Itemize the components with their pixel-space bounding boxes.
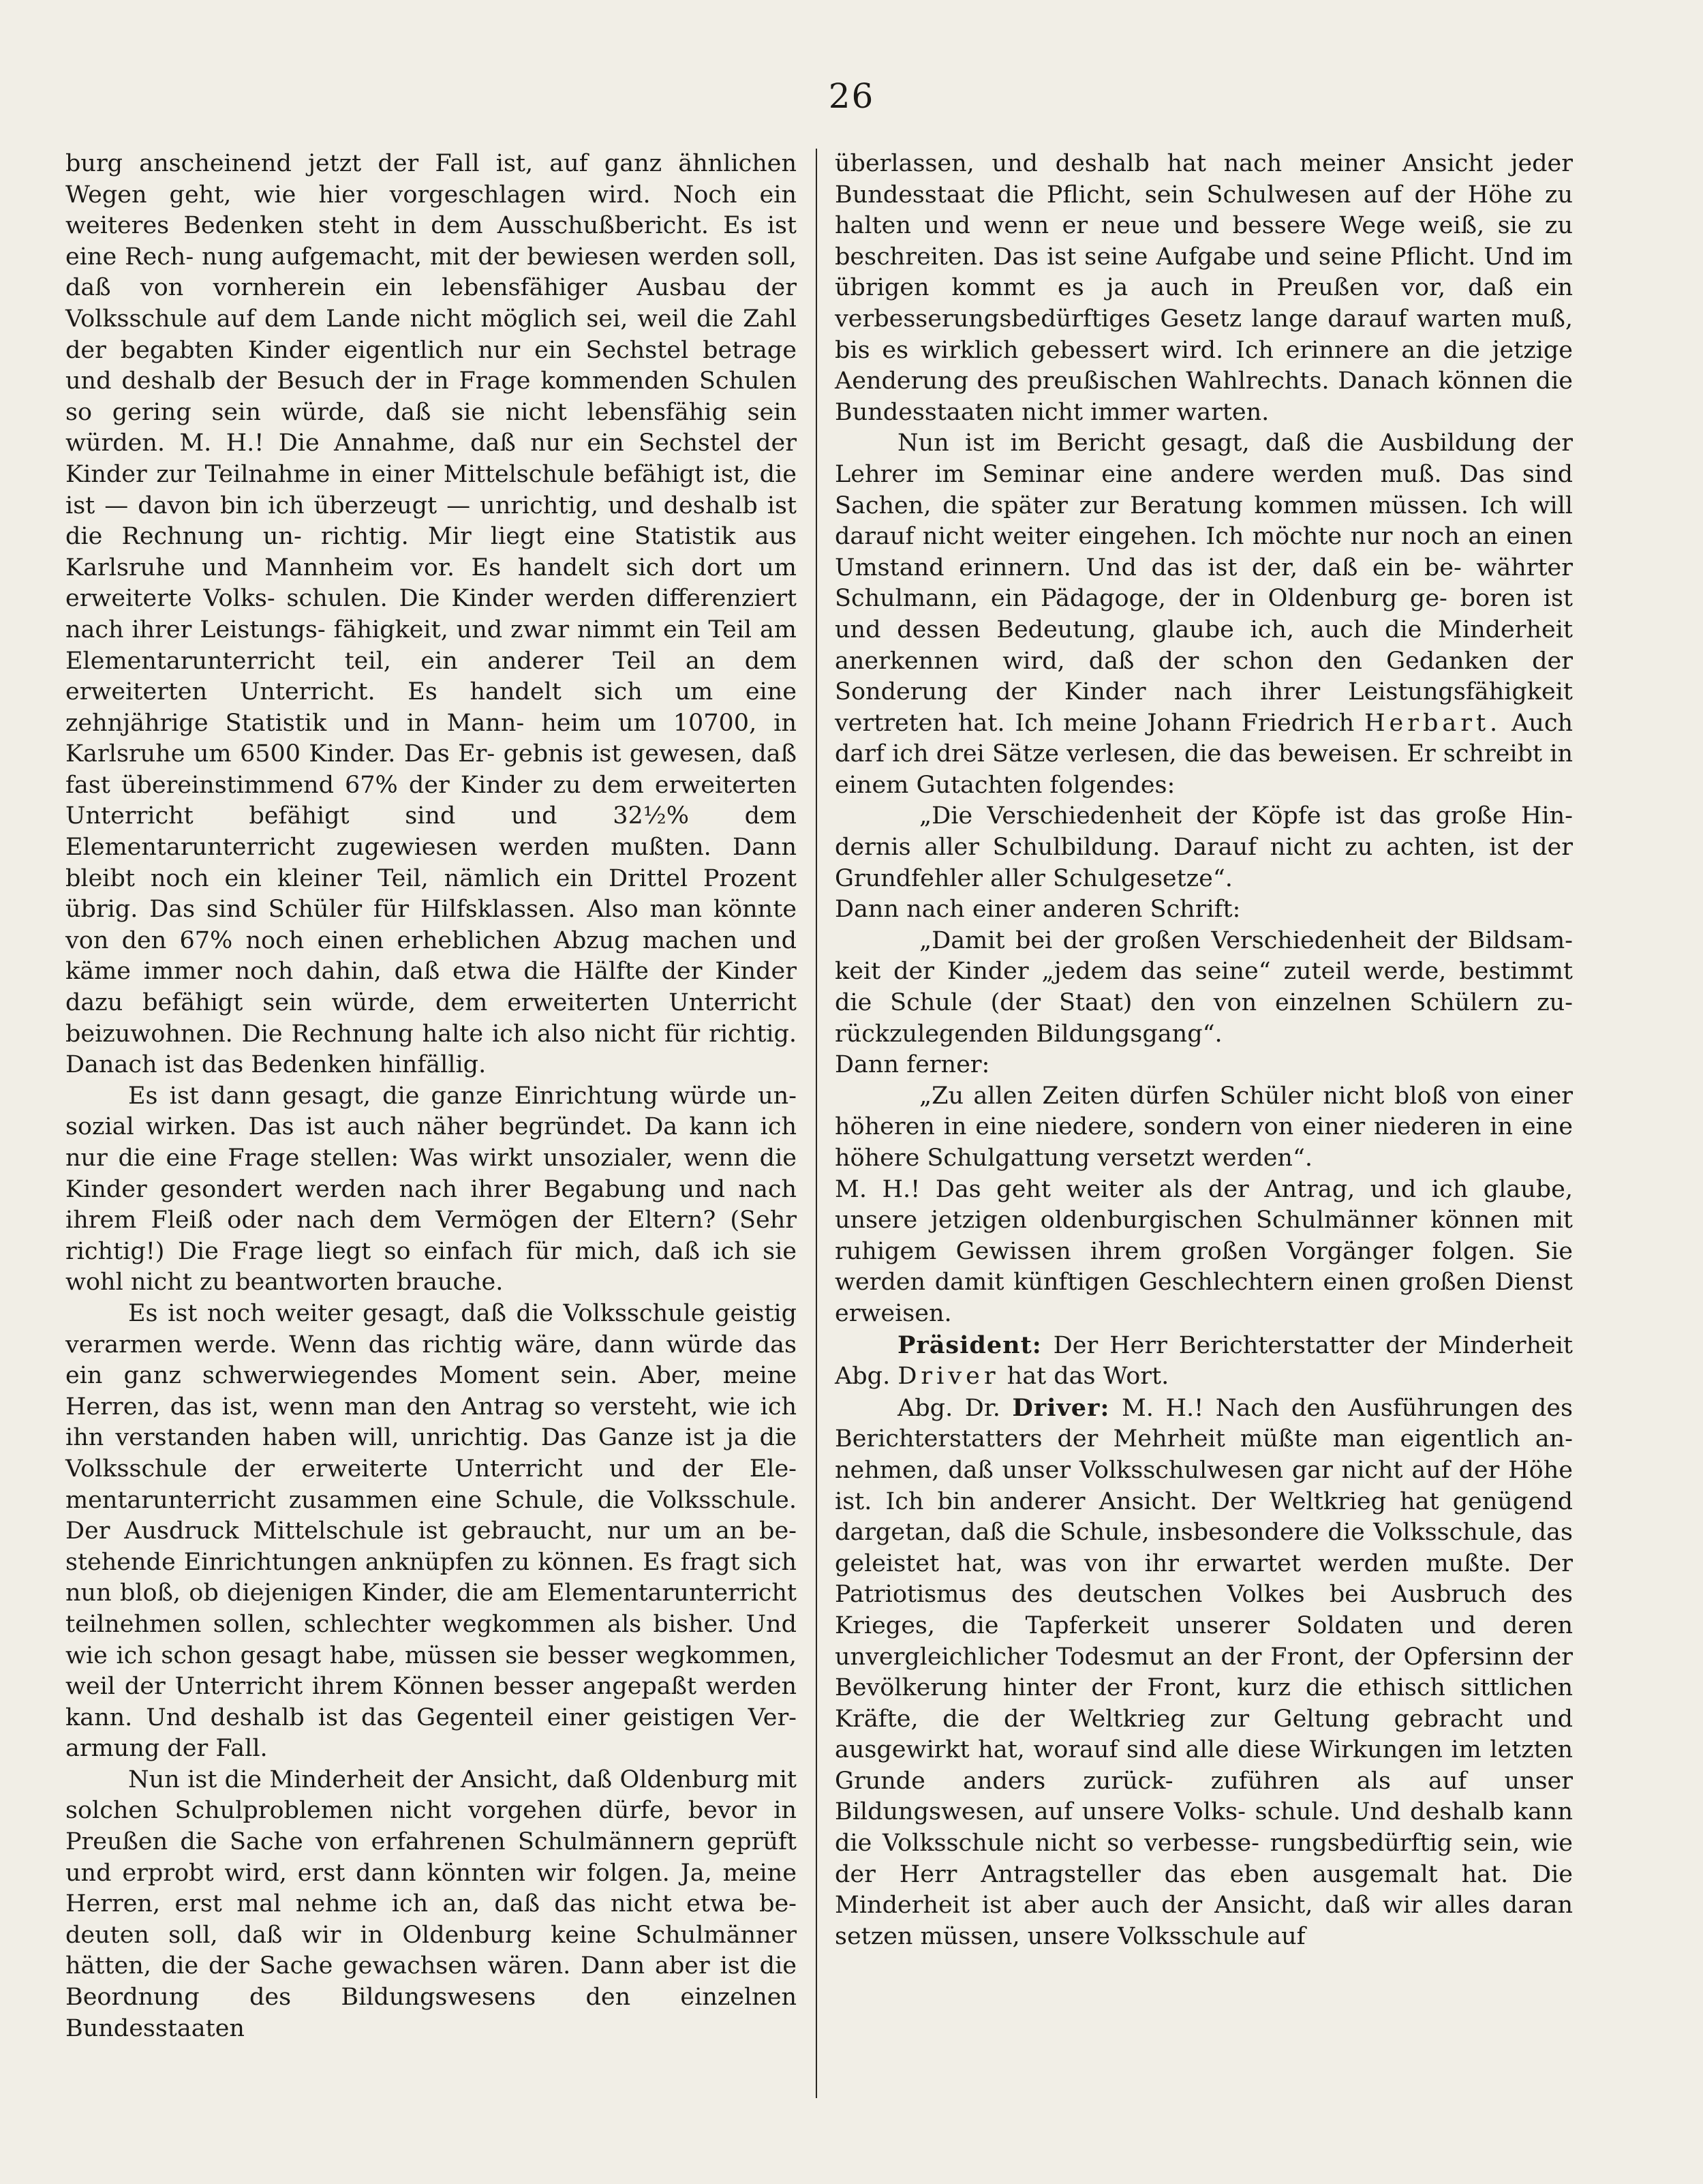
left-paragraph-2: Es ist dann gesagt, die ganze Einrichtung würde un- sozial wirken. Das ist auch näher begründet. Da kann ich nur die eine Frage stellen: Was wirkt unsozialer, wenn die Kinder gesondert werden nach ihrer Begabung und nach ihrem Fleiß oder nach dem Vermögen der Eltern? (Sehr richtig!) Die Frage liegt so einfach für mich, daß ich sie wohl nicht zu beantworten brauche. — [65, 1082, 797, 1296]
president-text-a: Der Herr Berichterstatter der Minderheit Abg. — [835, 1331, 1573, 1391]
speaker-prefix: Abg. Dr. — [897, 1394, 1013, 1422]
speaker-statement — [835, 1393, 1573, 1953]
right-paragraph-2-tail: Auch darf ich drei Sätze verlesen, die das beweisen. Er schreibt in einem Gutachten folgendes: — [835, 709, 1573, 799]
lead-line-3: Dann ferner: — [835, 1051, 990, 1079]
left-paragraph-4: Nun ist die Minderheit der Ansicht, daß Oldenburg mit solchen Schulproblemen nicht vorgehen dürfe, bevor in Preußen die Sache von erfahrenen Schulmännern geprüft und erprobt wird, erst dann könnten wir folgen. Ja, meine Herren, erst mal nehme ich an, daß das nicht etwa be- deuten soll, daß wir in Oldenburg keine Schulmänner hätten, die der Sache gewachsen wären. Dann aber ist die Beordnung des Bildungswesens den einzelnen Bundesstaaten — [65, 1765, 797, 2042]
speaker-text: M. H.! Nach den Ausführungen des Berichterstatters der Mehrheit müßte man eigentlich an- nehmen, daß unser Volksschulwesen gar nicht auf der Höhe ist. Ich bin anderer Ansicht. Der Weltkrieg hat genügend dargetan, daß die Schule, insbesondere die Volksschule, das geleistet hat, was von ihr erwartet werden mußte. Der Patriotismus des deutschen Volkes bei Ausbruch des Krieges, die Tapferkeit unserer Soldaten und deren unvergleichlicher Todesmut an der Front, der Opfersinn der Bevölkerung hinter der Front, kurz die ethisch sittlichen Kräfte, die der Weltkrieg zur Geltung gebracht und ausgewirkt hat, worauf sind alle diese Wirkungen im letzten Grunde anders zurück- zuführen als auf unser Bildungswesen, auf unsere Volks- schule. Und deshalb kann die Volksschule nicht so verbesse- rungsbedürftig sein, wie der Herr Antragsteller das eben ausgemalt hat. Die Minderheit ist aber auch der Ansicht, daß wir alles daran setzen müssen, unsere Volksschule auf — [835, 1394, 1573, 1950]
herbart-name: Herbart. — [1364, 709, 1502, 737]
right-paragraph-2-text: Nun ist im Bericht gesagt, daß die Ausbildung der Lehrer im Seminar eine andere werden muß. Das sind Sachen, die später zur Beratung kommen müssen. Ich will darauf nicht weiter eingehen. Ich möchte nur noch an einen Umstand erinnern. Und das ist der, daß ein be- währter Schulmann, ein Pädagoge, der in Oldenburg ge- boren ist und dessen Bedeutung, glaube ich, auch die Minderheit anerkennen wird, daß der schon den Gedanken der Sonderung der Kinder nach ihrer Leistungsfähigkeit vertreten hat. Ich meine Johann Friedrich — [835, 429, 1573, 737]
lead-line-2: Dann nach einer anderen Schrift: — [835, 896, 1241, 924]
quote-2: „Damit bei der großen Verschiedenheit der Bildsam- keit der Kinder „jedem das seine“ zuteil werde, bestimmt die Schule (der Staat) den von einzelnen Schülern zu- rückzulegenden Bildungsgang“. — [835, 926, 1573, 1048]
right-column — [835, 149, 1573, 1952]
president-label: Präsident: — [897, 1331, 1042, 1359]
right-paragraph-1: überlassen, und deshalb hat nach meiner Ansicht jeder Bundesstaat die Pflicht, sein Schulwesen auf der Höhe zu halten und wenn er neue und bessere Wege weiß, sie zu beschreiten. Das ist seine Aufgabe und seine Pflicht. Und im übrigen kommt es ja auch in Preußen vor, daß ein verbesserungsbedürftiges Gesetz lange darauf warten muß, bis es wirklich gebessert wird. Ich erinnere an die jetzige Aenderung des preußischen Wahlrechts. Danach können die Bundesstaaten nicht immer warten. — [835, 150, 1573, 426]
left-column — [65, 149, 797, 2044]
left-paragraph-3: Es ist noch weiter gesagt, daß die Volksschule geistig verarmen werde. Wenn das richtig wäre, dann würde das ein ganz schwerwiegendes Moment sein. Aber, meine Herren, das ist, wenn man den Antrag so versteht, wie ich ihn verstanden haben will, unrichtig. Das Ganze ist ja die Volksschule der erweiterte Unterricht und der Ele- mentarunterricht zusammen eine Schule, die Volksschule. Der Ausdruck Mittelschule ist gebraucht, nur um an be- stehende Einrichtungen anknüpfen zu können. Es fragt sich nun bloß, ob diejenigen Kinder, die am Elementarunterricht teilnehmen sollen, schlechter wegkommen als bisher. Und wie ich schon gesagt habe, müssen sie besser wegkommen, weil der Unterricht ihrem Können besser angepaßt werden kann. Und deshalb ist das Gegenteil einer geistigen Ver- armung der Fall. — [65, 1299, 797, 1763]
president-statement — [835, 1330, 1573, 1393]
left-paragraph-1: burg anscheinend jetzt der Fall ist, auf ganz ähnlichen Wegen geht, wie hier vorgeschlagen wird. Noch ein weiteres Bedenken steht in dem Ausschußbericht. Es ist eine Rech- nung aufgemacht, mit der bewiesen werden soll, daß von vornherein ein lebensfähiger Ausbau der Volksschule auf dem Lande nicht möglich sei, weil die Zahl der begabten Kinder eigentlich nur ein Sechstel betrage und deshalb der Besuch der in Frage kommenden Schulen so gering sein würde, daß sie nicht lebensfähig sein würden. M. H.! Die Annahme, daß nur ein Sechstel der Kinder zur Teilnahme in einer Mittelschule befähigt ist, die ist — davon bin ich überzeugt — unrichtig, und deshalb ist die Rechnung un- richtig. Mir liegt eine Statistik aus Karlsruhe und Mannheim vor. Es handelt sich dort um erweiterte Volks- schulen. Die Kinder werden differenziert nach ihrer Leistungs- fähigkeit, und zwar nimmt ein Teil am Elementarunterricht teil, ein anderer Teil an dem erweiterten Unterricht. Es handelt sich um eine zehnjährige Statistik und in Mann- heim um 10700, in Karlsruhe um 6500 Kinder. Das Er- gebnis ist gewesen, daß fast übereinstimmend 67% der Kinder zu dem erweiterten Unterricht befähigt sind und 32½% dem Elementarunterricht zugewiesen werden mußten. Dann bleibt noch ein kleiner Teil, nämlich ein Drittel Prozent übrig. Das sind Schüler für Hilfsklassen. Also man könnte von den 67% noch einen erheblichen Abzug machen und käme immer noch dahin, daß etwa die Hälfte der Kinder dazu befähigt sein würde, dem erweiterten Unterricht beizuwohnen. Die Rechnung halte ich also nicht für richtig. Danach ist das Bedenken hinfällig. — [65, 150, 797, 1079]
president-text-b: hat das Wort. — [999, 1363, 1169, 1391]
president-speaker-name: Driver — [897, 1363, 1000, 1391]
right-paragraph-2 — [835, 428, 1573, 801]
column-divider — [816, 149, 817, 2098]
right-paragraph-3: M. H.! Das geht weiter als der Antrag, und ich glaube, unsere jetzigen oldenburgischen Schulmänner können mit ruhigem Gewissen ihrem großen Vorgänger folgen. Sie werden damit künftigen Geschlechtern einen großen Dienst erweisen. — [835, 1175, 1573, 1327]
page-number: 26 — [828, 76, 875, 116]
quote-1: „Die Verschiedenheit der Köpfe ist das große Hin- dernis aller Schulbildung. Darauf nicht zu achten, ist der Grundfehler aller Schulgesetze“. — [835, 802, 1573, 892]
speaker-label: Driver: — [1012, 1393, 1110, 1422]
quote-3: „Zu allen Zeiten dürfen Schüler nicht bloß von einer höheren in eine niedere, sondern von einer niederen in eine höhere Schulgattung versetzt werden“. — [835, 1082, 1573, 1172]
